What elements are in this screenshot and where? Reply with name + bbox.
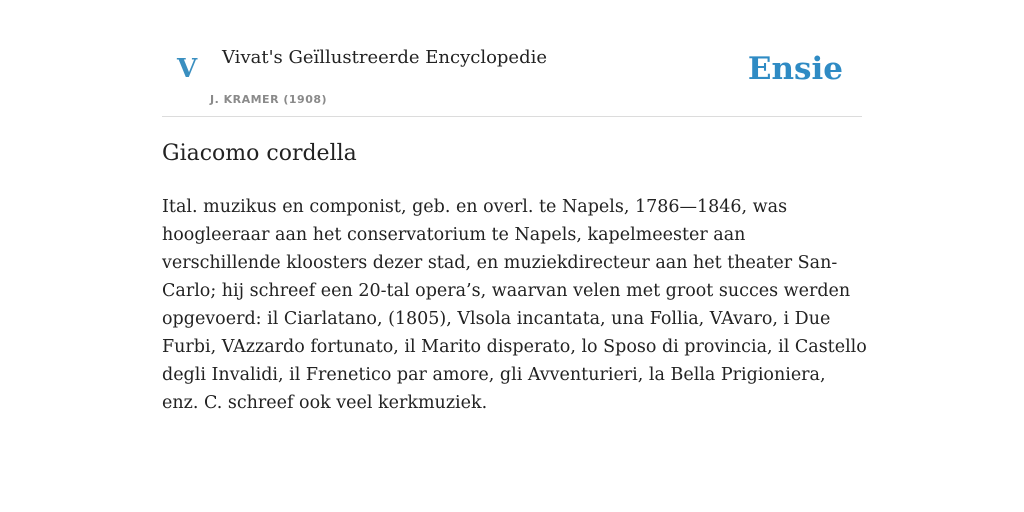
- source-title[interactable]: Vivat's Geïllustreerde Encyclopedie: [222, 47, 548, 68]
- brand-logo[interactable]: Ensie: [747, 51, 843, 87]
- source-author: J. KRAMER (1908): [210, 93, 328, 106]
- entry-title: Giacomo cordella: [162, 141, 357, 166]
- source-header: [162, 30, 862, 117]
- source-logo[interactable]: V: [177, 54, 198, 84]
- entry-body: Ital. muzikus en componist, geb. en overl. te Napels, 1786—1846, was hoogleeraar aan het conservatorium te Napels, kapelmeester aan verschillende kloosters dezer stad, en muziekdirecteur aan het theater San-Carlo; hij schreef een 20-tal opera’s, waarvan velen met groot succes werden opgevoerd: il Ciarlatano, (1805), Vlsola incantata, una Follia, VAvaro, i Due Furbi, VAzzardo fortunato, il Marito disperato, lo Sposo di provincia, il Castello degli Invalidi, il Frenetico par amore, gli Avventurieri, la Bella Prigioniera, enz. C. schreef ook veel kerkmuziek.: [162, 197, 867, 413]
